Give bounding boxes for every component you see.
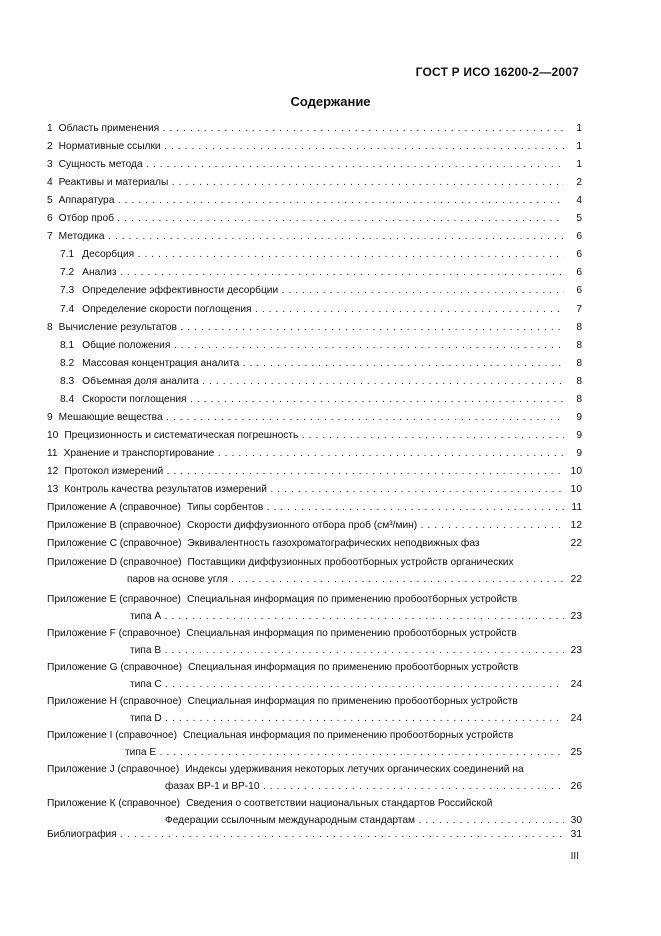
appendix-cont-text: типа D: [130, 713, 162, 724]
page-title: Содержание: [290, 94, 371, 109]
toc-item-title: [60, 265, 564, 281]
appendix-text: Типы сорбентов: [186, 502, 264, 513]
appendix-page: 26: [570, 781, 582, 792]
toc-item-text: Хранение и транспортирование: [63, 447, 215, 459]
toc-item-text: Область применения: [58, 123, 160, 134]
appendix-item[interactable]: [47, 536, 582, 552]
document-header: ГОСТ Р ИСО 16200-2—2007: [415, 65, 579, 79]
appendix-cont-title: [130, 711, 564, 727]
toc-item-title: [47, 482, 564, 498]
appendix-continuation: [127, 572, 582, 588]
bibliography-item[interactable]: [47, 827, 582, 843]
toc-item[interactable]: [47, 121, 582, 137]
toc-item-number: 7.2: [60, 267, 75, 279]
toc-item-number: 7.1: [60, 249, 75, 261]
toc-item[interactable]: [60, 265, 582, 281]
toc-item-page: 2: [576, 177, 582, 189]
toc-item-number: 12: [47, 465, 59, 477]
toc-item-text: Определение скорости поглощения: [82, 303, 252, 315]
toc-item-text: Определение эффективности десорбции: [82, 285, 279, 297]
toc-item-number: 8.4: [60, 393, 75, 405]
toc-item-page: 8: [576, 339, 582, 351]
toc-item[interactable]: [47, 211, 582, 227]
toc-item-title: [60, 338, 564, 354]
toc-item[interactable]: [47, 464, 582, 480]
toc-item-number: 8.3: [60, 375, 75, 387]
toc-item-number: 13: [47, 484, 59, 495]
appendix-item[interactable]: [47, 555, 582, 571]
appendix-cont-text: типа А: [130, 611, 162, 622]
toc-item-number: 7: [47, 231, 53, 243]
toc-item-text: Мешающие вещества: [58, 411, 163, 423]
appendix-continuation: [130, 643, 582, 659]
appendix-page: 23: [570, 611, 582, 622]
appendix-text: Специальная информация по применению пробоотборных устройств: [182, 730, 514, 741]
toc-item-text: Десорбция: [82, 249, 135, 261]
toc-item-number: 8.1: [60, 339, 75, 351]
appendix-label: Приложение J (справочное): [47, 764, 180, 775]
appendix-item[interactable]: [47, 500, 582, 516]
toc-item-text: Реактивы и материалы: [58, 177, 169, 189]
toc-item-text: Скорости поглощения: [82, 393, 187, 405]
toc-item-page: 1: [576, 123, 582, 134]
appendix-item[interactable]: [47, 796, 582, 812]
appendix-label: Приложение В (справочное): [47, 520, 181, 531]
toc-item-title: [47, 121, 564, 137]
toc-item-text: Отбор проб: [58, 213, 114, 225]
appendix-page: 23: [570, 645, 582, 656]
appendix-text: Специальная информация по применению пробоотборных устройств: [188, 662, 519, 673]
toc-item-text: Протокол измерений: [64, 465, 164, 477]
appendix-title: [47, 660, 582, 676]
appendix-text: Специальная информация по применению пробоотборных устройств: [186, 628, 517, 639]
toc-item-page: 6: [576, 285, 582, 297]
appendix-title: [47, 500, 564, 516]
appendix-cont-text: типа Е: [125, 747, 157, 758]
toc-item-text: Контроль качества результатов измерений: [64, 484, 267, 495]
toc-item-number: 4: [47, 177, 53, 189]
toc-item-title: [47, 320, 564, 336]
appendix-item[interactable]: [47, 626, 582, 642]
appendix-label: Приложение Н (справочное): [47, 696, 182, 707]
appendix-cont-text: фазах ВР-1 и ВР-10: [165, 781, 260, 792]
toc-item-number: 7.4: [60, 303, 75, 315]
toc-item[interactable]: [47, 139, 582, 155]
toc-item-title: [47, 211, 564, 227]
appendix-page: 24: [570, 713, 582, 724]
toc-item[interactable]: [60, 356, 582, 372]
appendix-title: [47, 694, 582, 710]
appendix-page: 30: [570, 815, 582, 826]
toc-item-title: [47, 139, 564, 155]
toc-item-number: 8.2: [60, 357, 75, 369]
appendix-cont-text: Федерации ссылочным международным стандартам: [165, 815, 416, 826]
appendix-cont-title: [127, 572, 564, 588]
appendix-cont-title: [165, 779, 564, 795]
appendix-page: 22: [570, 538, 582, 549]
appendix-text: Поставщики диффузионных пробоотборных устройств органических: [187, 557, 514, 568]
appendix-label: Приложение D (справочное): [47, 557, 182, 568]
appendix-cont-text: типа С: [130, 679, 162, 690]
toc-item-page: 8: [576, 357, 582, 369]
toc-item-page: 6: [576, 231, 582, 243]
appendix-page: 24: [570, 679, 582, 690]
appendix-title: [47, 762, 582, 778]
appendix-title: [47, 796, 582, 812]
appendix-text: Скорости диффузионного отбора проб (см³/мин): [186, 520, 418, 531]
appendix-page: 12: [570, 520, 582, 531]
toc-item[interactable]: [47, 229, 582, 245]
appendix-title: [47, 555, 582, 571]
bibliography-page: 31: [570, 829, 582, 840]
appendix-item[interactable]: [47, 762, 582, 778]
toc-item-title: [60, 356, 564, 372]
toc-item-title: [60, 392, 564, 408]
appendix-page: 11: [571, 502, 582, 513]
toc-item[interactable]: [60, 374, 582, 390]
toc-item-page: 1: [576, 141, 582, 153]
toc-item-page: 4: [576, 195, 582, 207]
toc-item-text: Вычисление результатов: [58, 321, 177, 333]
toc-item-text: Аппаратура: [58, 195, 115, 207]
appendix-title: [47, 626, 582, 642]
appendix-label: Приложение С (справочное): [47, 538, 182, 549]
appendix-continuation: [125, 745, 582, 761]
appendix-page: 22: [570, 574, 582, 585]
appendix-item[interactable]: [47, 660, 582, 676]
toc-item-number: 7.3: [60, 285, 75, 297]
appendix-label: Приложение I (справочное): [47, 730, 177, 741]
toc-item-page: 6: [576, 267, 582, 279]
appendix-item[interactable]: [47, 592, 582, 608]
toc-item-number: 1: [47, 123, 53, 134]
appendix-cont-title: [130, 643, 564, 659]
toc-item-title: [47, 464, 564, 480]
appendix-cont-title: [130, 609, 564, 625]
toc-item-title: [47, 157, 564, 173]
toc-item-page: 1: [576, 159, 582, 171]
appendix-continuation: [130, 677, 582, 693]
appendix-title: [47, 592, 582, 608]
toc-item-number: 5: [47, 195, 53, 207]
toc-item-page: 9: [576, 411, 582, 423]
appendix-label: Приложение G (справочное): [47, 662, 183, 673]
appendix-title: [47, 518, 564, 534]
appendix-title: [47, 728, 582, 744]
toc-item-page: 9: [576, 447, 582, 459]
bibliography-text: Библиография: [47, 829, 117, 840]
appendix-continuation: [130, 711, 582, 727]
toc-item-text: Общие положения: [82, 339, 171, 351]
toc-item-number: 10: [47, 429, 59, 441]
appendix-page: 25: [570, 747, 582, 758]
toc-item-text: Сущность метода: [58, 159, 143, 171]
appendix-continuation: [165, 779, 582, 795]
appendix-label: Приложение К (справочное): [47, 798, 181, 809]
toc-item-page: 6: [576, 249, 582, 261]
toc-item[interactable]: [60, 247, 582, 263]
toc-item-text: Объемная доля аналита: [82, 375, 199, 387]
toc-item[interactable]: [47, 446, 582, 462]
toc-item-title: [60, 247, 564, 263]
appendix-cont-title: [130, 677, 564, 693]
appendix-item[interactable]: [47, 694, 582, 710]
toc-item[interactable]: [47, 193, 582, 209]
toc-item[interactable]: [47, 410, 582, 426]
toc-item[interactable]: [47, 157, 582, 173]
toc-item-number: 2: [47, 141, 53, 153]
toc-item-number: 3: [47, 159, 53, 171]
appendix-label: Приложение F (справочное): [47, 628, 181, 639]
toc-item-text: Массовая концентрация аналита: [82, 357, 240, 369]
appendix-item[interactable]: [47, 728, 582, 744]
toc-item-text: Анализ: [82, 267, 117, 279]
toc-item-page: 10: [570, 465, 582, 477]
toc-item-number: 6: [47, 213, 53, 225]
toc-item-title: [47, 410, 564, 426]
appendix-text: Специальная информация по применению пробоотборных устройств: [186, 594, 518, 605]
toc-item-page: 8: [576, 393, 582, 405]
appendix-continuation: [130, 609, 582, 625]
toc-item-title: [60, 283, 564, 299]
toc-item-text: Прецизионность и систематическая погрешность: [64, 429, 299, 441]
toc-item-text: Методика: [58, 231, 105, 243]
toc-item-page: 7: [576, 303, 582, 315]
toc-item[interactable]: [60, 283, 582, 299]
bibliography-title: [47, 827, 564, 843]
toc-item[interactable]: [47, 428, 582, 444]
appendix-item[interactable]: [47, 518, 582, 534]
appendix-text: Специальная информация по применению пробоотборных устройств: [187, 696, 518, 707]
appendix-text: Сведения о соответствии национальных стандартов Российской: [186, 798, 493, 809]
toc-item-number: 9: [47, 411, 53, 423]
toc-item[interactable]: [60, 302, 582, 318]
toc-item-title: [47, 229, 564, 245]
toc-item-title: [47, 428, 564, 444]
toc-item-number: 8: [47, 321, 53, 333]
toc-item-number: 11: [47, 447, 58, 459]
toc-item[interactable]: [47, 320, 582, 336]
toc-item-page: 10: [570, 484, 582, 495]
toc-item-page: 8: [576, 321, 582, 333]
appendix-cont-text: типа В: [130, 645, 162, 656]
appendix-label: Приложение Е (справочное): [47, 594, 181, 605]
toc-item-text: Нормативные ссылки: [58, 141, 161, 153]
toc-item[interactable]: [60, 392, 582, 408]
appendix-text: Эквивалентность газохроматографических неподвижных фаз: [187, 538, 480, 549]
toc-item-title: [60, 374, 564, 390]
toc-item-title: [47, 175, 564, 191]
toc-item-page: 8: [576, 375, 582, 387]
appendix-label: Приложение А (справочное): [47, 502, 181, 513]
appendix-cont-text: паров на основе угля: [127, 574, 228, 585]
appendix-title: [47, 536, 564, 552]
toc-item-page: 9: [576, 429, 582, 441]
toc-item[interactable]: [47, 175, 582, 191]
page-number: III: [570, 851, 579, 862]
toc-item-page: 5: [576, 213, 582, 225]
toc-item-title: [60, 302, 564, 318]
appendix-text: Индексы удерживания некоторых летучих органических соединений на: [185, 764, 524, 775]
toc-item-title: [47, 446, 564, 462]
toc-item[interactable]: [60, 338, 582, 354]
toc-item[interactable]: [47, 482, 582, 498]
appendix-cont-title: [125, 745, 564, 761]
toc-item-title: [47, 193, 564, 209]
